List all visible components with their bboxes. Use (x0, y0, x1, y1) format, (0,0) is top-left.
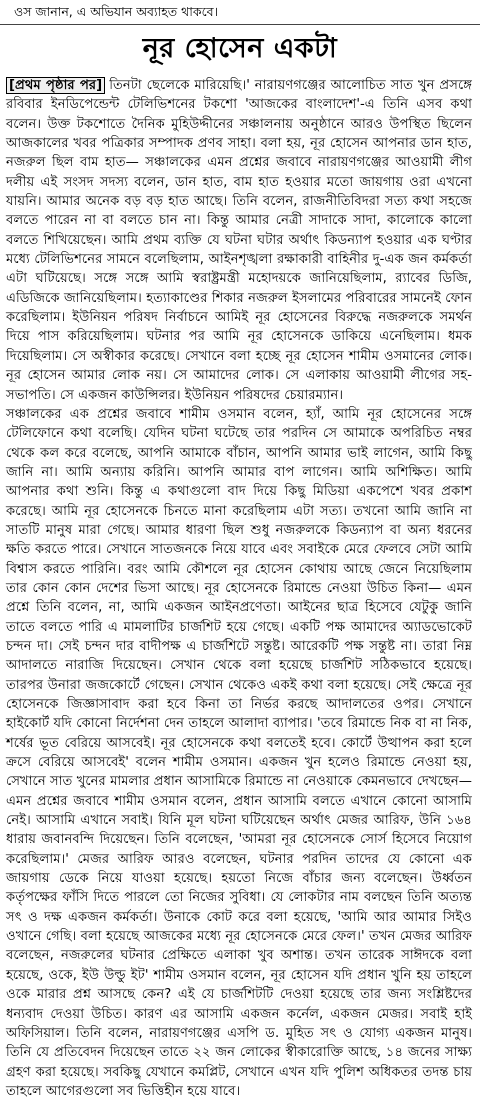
article-paragraph: তিনটা ছেলেকে মারিয়েছি।' নারায়ণগঞ্জের আলোচিত সাত খুন প্রসঙ্গে রবিবার ইনডিপেন্ডেন্ট টেলিভিশনের টকশো 'আজকের বাংলাদেশ'-এ তিনি এসব কথা বলেন। উক্ত টকশোতে দৈনিক মুহিউদ্দীনের সঞ্চালনায় অনুষ্ঠানে আরও উপস্থিত ছিলেন আজকালের খবর পত্রিকার সম্পাদক প্রণব সাহা। বলা হয়, নূর হোসেন আপনার ডান হাত, নজরুল ছিল বাম হাত— সঞ্চালকের এমন প্রশ্নের জবাবে নারায়ণগঞ্জের আওয়ামী লীগ দলীয় এই সংসদ সদস্য বলেন, ডান হাত, বাম হাত হওয়ার মতো জায়গায় ওরা এখনো যায়নি। আমার অনেক বড় বড় হাত আছে। তিনি বলেন, রাজনীতিবিদরা সত্য কথা সহজে বলতে পারেন না বা বলতে চান না। কিন্তু আমার নেত্রী সাদাকে সাদা, কালোকে কালো বলতে শিখিয়েছেন। আমি প্রথম ব্যক্তি যে ঘটনা ঘটার অর্থাৎ কিডন্যাপ হওয়ার এক ঘণ্টার মধ্যে টেলিভিশনের সামনে বলেছিলাম, আইনশৃঙ্খলা রক্ষাকারী বাহিনীর দু-এক জন কর্মকর্তা এটা ঘটিয়েছে। সঙ্গে সঙ্গে আমি স্বরাষ্ট্রমন্ত্রী মহোদয়কে জানিয়েছিলাম, র‌্যাবের ডিজি, এডিজিকে জানিয়েছিলাম। হত্যাকাণ্ডের শিকার নজরুল ইসলামের পরিবারের সামনেই ফোন করেছিলাম। ইউনিয়ন পরিষদ নির্বাচনে আমিই নূর হোসেনের বিরুদ্ধে নজরুলকে সমর্থন দিয়ে পাস করিয়েছিলাম। ঘটনার পর আমি নূর হোসেনকে ডাকিয়ে এনেছিলাম। ধমক দিয়েছিলাম। সে অস্বীকার করেছে। সেখানে বলা হচ্ছে নূর হোসেন শামীম ওসমানের লোক। নূর হোসেন আমার লোক নয়। সে আমাদের লোক। সে এলাকায় আওয়ামী লীগের সহ-সভাপতি। সে একজন কাউন্সিলর। ইউনিয়ন পরিষদের চেয়ারম্যান। (6, 78, 472, 403)
article-paragraph: সঞ্চালকের এক প্রশ্নের জবাবে শামীম ওসমান বলেন, হ্যাঁ, আমি নূর হোসেনের সঙ্গে টেলিফোনে কথা বলেছি। যেদিন ঘটনা ঘটেছে তার পরদিন সে আমাকে অপরিচিত নম্বর থেকে কল করে বলেছে, আপনি আমাকে বাঁচান, আপনি আমার ভাই লাগেন, আমি কিছু জানি না। আমি অন্যায় করিনি। আপনি আমার বাপ লাগেন। আমি অশিক্ষিত। আমি আপনার কথা শুনি। কিন্তু এ কথাগুলো বাদ দিয়ে কিছু মিডিয়া একপেশে খবর প্রকাশ করেছে। আমি নূর হোসেনকে চিনতে মানা করেছিলাম এটা সত্য। তখনো আমি জানি না সাতটি মানুষ মারা গেছে। আমার ধারণা ছিল শুধু নজরুলকে কিডন্যাপ বা অন্য ধরনের ক্ষতি করতে পারে। সেখানে সাতজনকে নিয়ে যাবে এবং সবাইকে মেরে ফেলবে সেটা আমি বিশ্বাস করতে পারিনি। বরং আমি কৌশলে নূর হোসেন কোথায় আছে জেনে নিয়েছিলাম তার কোন কোন দেশের ভিসা আছে। নূর হোসেনকে রিমান্ডে নেওয়া উচিত কিনা— এমন প্রশ্নে তিনি বলেন, না, আমি একজন আইনপ্রণেতা। আইনের ছাত্র হিসেবে যেটুকু জানি তাতে বলতে পারি এ মামলাটির চার্জশিট হয়ে গেছে। একটি পক্ষ আমাদের অ্যাডভোকেট চন্দন দা। সেই চন্দন দার বাদীপক্ষ এ চার্জশিটে সন্তুষ্ট। আরেকটি পক্ষ সন্তুষ্ট না। তারা নিম্ন আদালতে নারাজি দিয়েছেন। সেখান থেকে বলা হয়েছে চার্জশিট সঠিকভাবে হয়েছে। তারপর উনারা জজকোর্টে গেছেন। সেখান থেকেও একই কথা বলা হয়েছে। সেই ক্ষেত্রে নূর হোসেনকে জিজ্ঞাসাবাদ করা হবে কিনা তা নির্ভর করছে আদালতের ওপর। সেখানে হাইকোর্ট যদি কোনো নির্দেশনা দেন তাহলে আলাদা ব্যাপার। 'তবে রিমান্ডে নিক বা না নিক, শর্ষের ভূত বেরিয়ে আসবেই। নূর হোসেনকে কথা বলতেই হবে। কোর্টে উত্থাপন করা হলে ক্রসে বেরিয়ে আসবেই' বলেন শামীম ওসমান। একজন খুন হলেও রিমান্ডে নেওয়া হয়, সেখানে সাত খুনের মামলার প্রধান আসামিকে রিমান্ডে না নেওয়াকে কেমনভাবে দেখছেন— এমন প্রশ্নের জবাবে শামীম ওসমান বলেন, প্রধান আসামি বলতে এখানে কোনো আসামি নেই। আসামি এখানে সবাই। যিনি মূল ঘটনা ঘটিয়েছেন অর্থাৎ মেজর আরিফ, উনি ১৬৪ ধারায় জবানবন্দি দিয়েছেন। তিনি বলেছেন, 'আমরা নূর হোসেনকে সোর্স হিসেবে নিয়োগ করেছিলাম।' মেজর আরিফ আরও বলেছেন, ঘটনার পরদিন তাদের যে কোনো এক জায়গায় ডেকে নিয়ে যাওয়া হয়েছে। হয়তো নিজে বাঁচার জন্য বলেছেন। উর্ধ্বতন কর্তৃপক্ষের ফাঁসি দিতে পারলে তো নিজের সুবিধা। যে লোকটার নাম বলছেন তিনি অত্যন্ত সৎ ও দক্ষ একজন কর্মকর্তা। উনাকে কোট করে বলা হয়েছে, 'আমি আর আমার সিইও ওখানে গেছি। বলা হয়েছে আজকের মধ্যে নূর হোসেনকে মেরে ফেল।' তখন মেজর আরিফ বলেছেন, নজরুলের ঘটনার প্রেক্ষিতে এলাকা খুব অশান্ত। তখন তারেক সাঈদকে বলা হয়েছে, ওকে, ইউ উল্ডু ইট' শামীম ওসমান বলেন, নূর হোসেন যদি প্রধান খুনি হয় তাহলে ওকে মারার প্রশ্ন আসছে কেন? এই যে চার্জশিটটি দেওয়া হয়েছে তার জন্য সংশ্লিষ্টদের ধন্যবাদ দেওয়া উচিত। কারণ এর আসামি একজন কর্নেল, একজন মেজর। সবাই হাই অফিসিয়াল। তিনি বলেন, নারায়ণগঞ্জের এসপি ড. মুহিত সৎ ও যোগ্য একজন মানুষ। তিনি যে প্রতিবেদন দিয়েছেন তাতে ২২ জন লোকের স্বীকারোক্তি আছে, ১৪ জনের সাক্ষ্য গ্রহণ করা হয়েছে। সবকিছু যেখানে কমপ্লিট, সেখানে এখন যদি পুলিশ অধিকতর তদন্ত চায় তাহলে আগেরগুলো সব ভিত্তিহীন হয়ে যাবে। (6, 406, 472, 1099)
continuation-label: [প্রথম পৃষ্ঠার পর] (6, 77, 105, 94)
article-body (6, 76, 472, 1099)
previous-story-tail: ওস জানান, এ অভিযান অব্যাহত থাকবে। (14, 4, 219, 19)
article-headline: নূর হোসেন একটা (142, 33, 338, 64)
divider-line (0, 24, 480, 25)
